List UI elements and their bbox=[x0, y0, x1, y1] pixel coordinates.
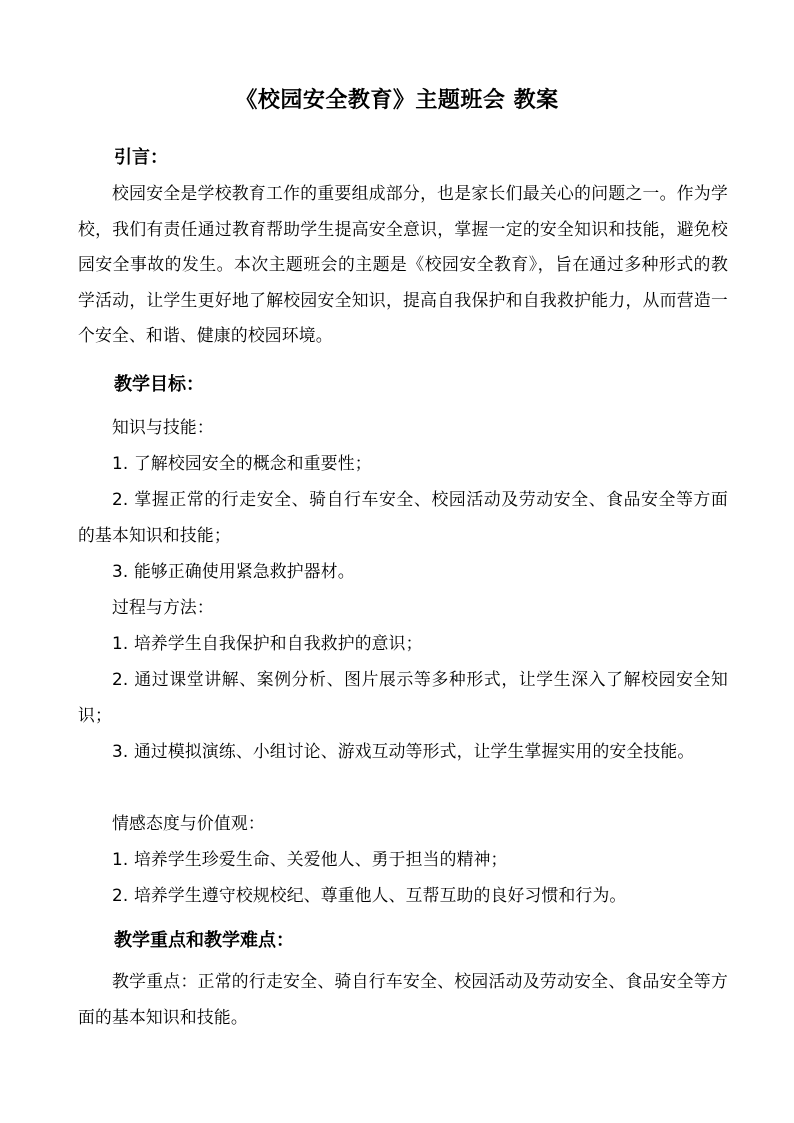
intro-paragraph: 校园安全是学校教育工作的重要组成部分，也是家长们最关心的问题之一。作为学校，我们有责任通过教育帮助学生提高安全意识，掌握一定的安全知识和技能，避免校园安全事故的发生。本次主题班会的主题是《校园安全教育》，旨在通过多种形式的教学活动，让学生更好地了解校园安全知识，提高自我保护和自我救护能力，从而营造一个安全、和谐、健康的校园环境。 bbox=[78, 183, 728, 345]
attitude-item-1: 1. 培养学生珍爱生命、关爱他人、勇于担当的精神； bbox=[112, 849, 508, 869]
knowledge-item-2: 2. 掌握正常的行走安全、骑自行车安全、校园活动及劳动安全、食品安全等方面的基本知识和技能； bbox=[78, 489, 728, 545]
process-item-1: 1. 培养学生自我保护和自我救护的意识； bbox=[112, 633, 423, 653]
focus-heading: 教学重点和教学难点： bbox=[114, 930, 294, 951]
process-label: 过程与方法： bbox=[112, 597, 214, 617]
knowledge-item-1: 1. 了解校园安全的概念和重要性； bbox=[112, 453, 372, 473]
process-item-3: 3. 通过模拟演练、小组讨论、游戏互动等形式，让学生掌握实用的安全技能。 bbox=[112, 741, 695, 761]
focus-paragraph: 教学重点：正常的行走安全、骑自行车安全、校园活动及劳动安全、食品安全等方面的基本知识和技能。 bbox=[78, 971, 728, 1027]
goals-heading: 教学目标： bbox=[114, 374, 204, 395]
knowledge-label: 知识与技能： bbox=[112, 417, 214, 437]
knowledge-item-3: 3. 能够正确使用紧急救护器材。 bbox=[112, 561, 355, 581]
process-item-2: 2. 通过课堂讲解、案例分析、图片展示等多种形式，让学生深入了解校园安全知识； bbox=[78, 669, 728, 725]
attitude-label: 情感态度与价值观： bbox=[112, 813, 265, 833]
attitude-item-2: 2. 培养学生遵守校规校纪、尊重他人、互帮互助的良好习惯和行为。 bbox=[112, 885, 627, 905]
document-title: 《校园安全教育》主题班会 教案 bbox=[235, 88, 559, 113]
intro-heading: 引言： bbox=[114, 147, 168, 168]
